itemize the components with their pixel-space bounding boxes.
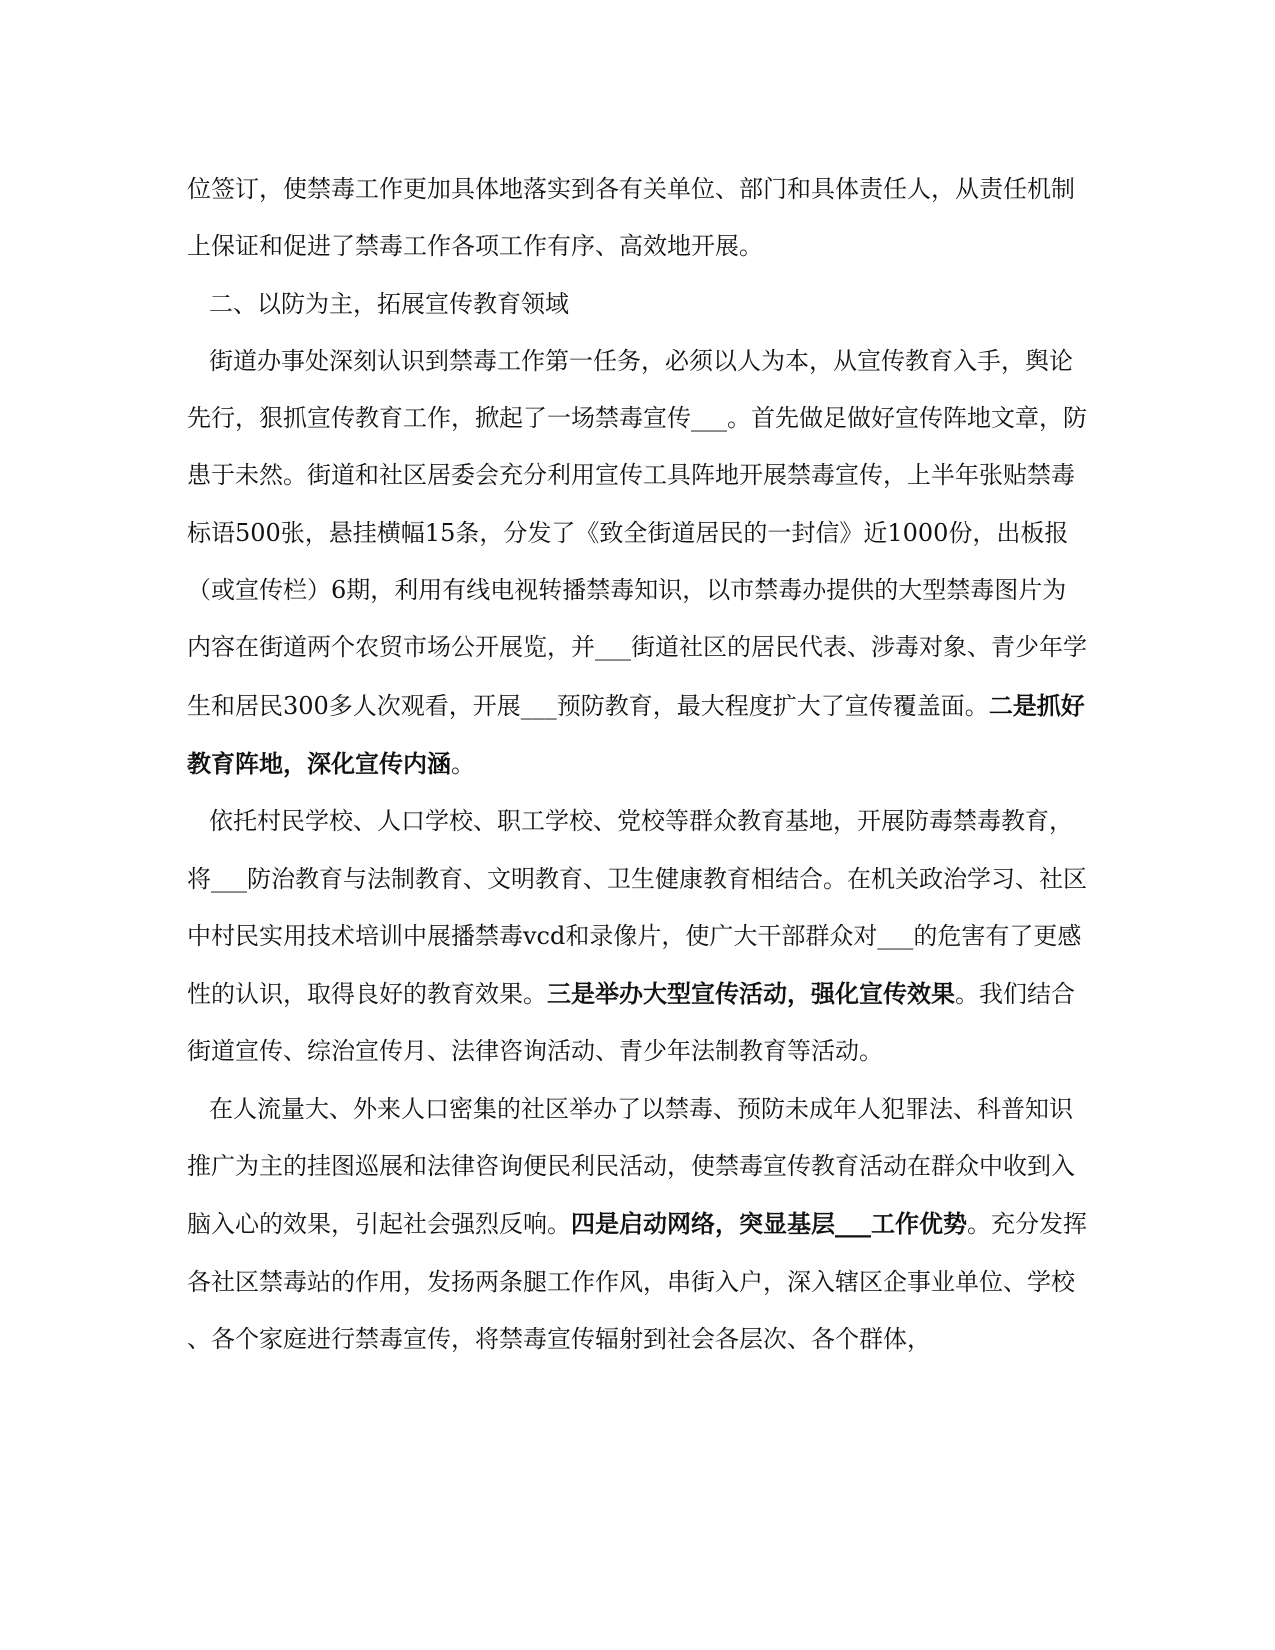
text-run: 二、以防为主，拓展宣传教育领域 [209, 289, 569, 318]
bold-text-run: 四是启动网络，突显基层___工作优势 [571, 1209, 967, 1239]
paragraph-5 [187, 1081, 1087, 1368]
text-run: 在人流量大、外来人口密集的社区举办了以禁毒、预防未成年人犯罪法、科普知识推广为主的挂图巡展和法律咨询便民利民活动，使禁毒宣传教育活动在群众中收到入脑入心的效果，引起社会强烈反响。 [187, 1094, 1075, 1239]
document-body [187, 161, 1087, 1368]
section-heading [187, 276, 1087, 333]
text-run: 街道办事处深刻认识到禁毒工作第一任务，必须以人为本，从宣传教育入手，舆论先行，狠抓宣传教育工作，掀起了一场禁毒宣传___。首先做足做好宣传阵地文章，防患于未然。街道和社区居委会充分利用宣传工具阵地开展禁毒宣传，上半年张贴禁毒标语500张，悬挂横幅15条，分发了《致全街道居民的一封信》近1000份，出板报（或宣传栏）6期，利用有线电视转播禁毒知识，以市禁毒办提供的大型禁毒图片为内容在街道两个农贸市场公开展览，并___街道社区的居民代表、涉毒对象、青少年学生和居民300多人次观看，开展___预防教育，最大程度扩大了宣传覆盖面。 [187, 346, 1087, 720]
text-run: 。 [451, 749, 475, 778]
text-run: 。充分发挥各社区禁毒站的作用，发扬两条腿工作作风，串街入户，深入辖区企事业单位、学校、各个家庭进行禁毒宣传，将禁毒宣传辐射到社会各层次、各个群体， [187, 1210, 1087, 1353]
paragraph-1 [187, 161, 1087, 276]
bold-text-run: 三是举办大型宣传活动，强化宣传效果 [547, 979, 955, 1009]
text-run: 依托村民学校、人口学校、职工学校、党校等群众教育基地，开展防毒禁毒教育，将___防治教育与法制教育、文明教育、卫生健康教育相结合。在机关政治学习、社区中村民实用技术培训中展播禁毒vcd和录像片，使广大干部群众对___的危害有了更感性的认识，取得良好的教育效果。 [187, 807, 1087, 1009]
text-run: 。我们结合街道宣传、综治宣传月、法律咨询活动、青少年法制教育等活动。 [187, 980, 1075, 1066]
paragraph-3 [187, 333, 1087, 793]
text-run: 位签订，使禁毒工作更加具体地落实到各有关单位、部门和具体责任人，从责任机制上保证和促进了禁毒工作各项工作有序、高效地开展。 [187, 175, 1075, 261]
paragraph-4 [187, 793, 1087, 1080]
bold-text-run: 二是抓好教育阵地，深化宣传内涵 [187, 690, 1085, 778]
